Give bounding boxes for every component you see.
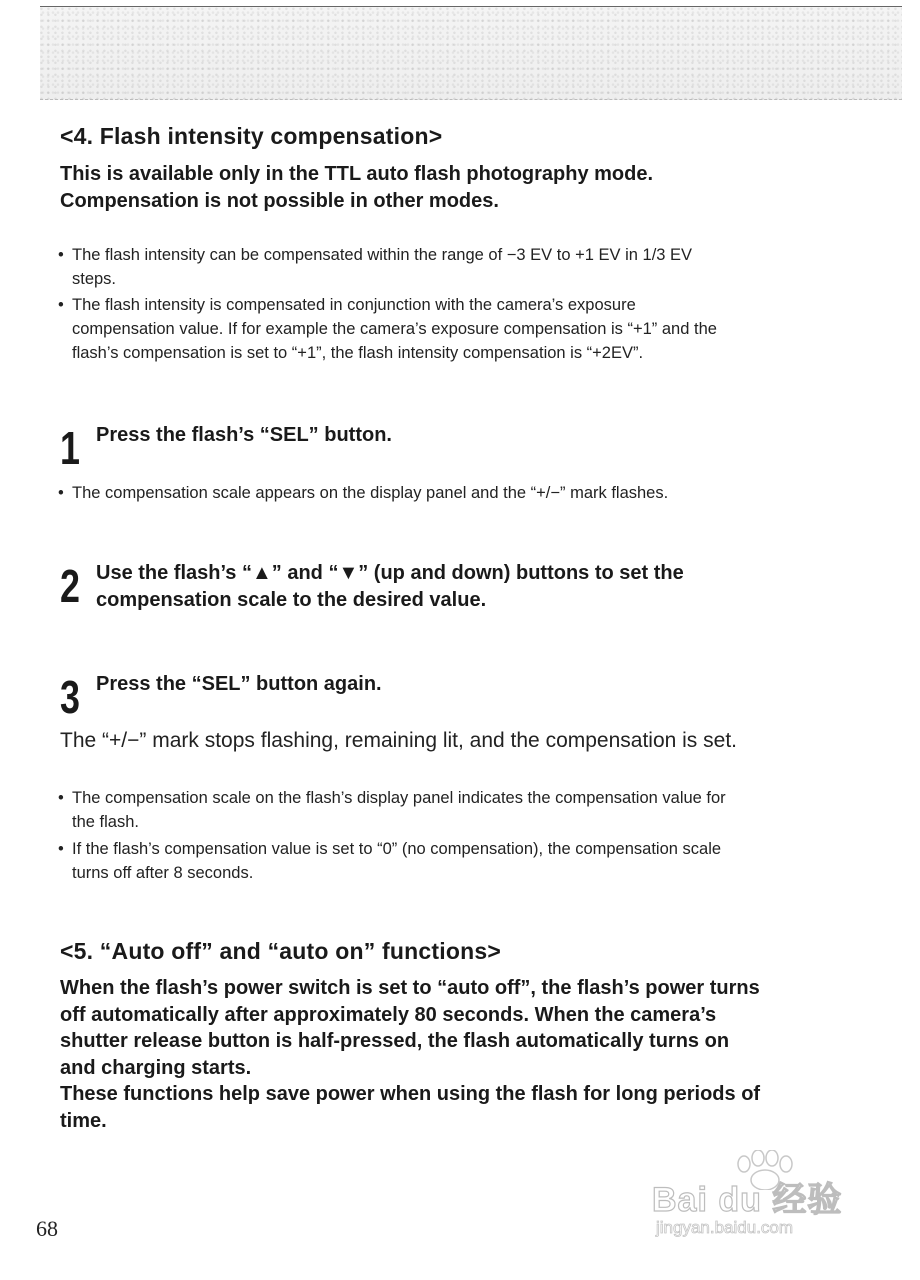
bullet-item — [58, 786, 726, 834]
step-2 — [60, 560, 684, 613]
section-4-intro — [60, 161, 653, 214]
step-instruction — [96, 422, 392, 449]
bullet-line: turns off after 8 seconds. — [72, 864, 254, 882]
step-line: compensation scale to the desired value. — [96, 588, 487, 611]
bullet-line: steps. — [72, 270, 117, 288]
paragraph-line: and charging starts. — [60, 1056, 252, 1079]
paragraph-line: time. — [60, 1109, 107, 1132]
intro-line: This is available only in the TTL auto flash photography mode. — [60, 163, 654, 185]
paragraph-line: off automatically after approximately 80 seconds. When the camera’s — [60, 1003, 717, 1026]
bullet-line: flash’s compensation is set to “+1”, the flash intensity compensation is “+2EV”. — [72, 344, 644, 362]
bullet-line: • The flash intensity is compensated in conjunction with the camera’s exposure — [72, 296, 636, 314]
paragraph — [60, 1081, 760, 1134]
step-number: 1 — [60, 422, 80, 474]
page-number: 68 — [36, 1216, 58, 1241]
paragraph-line: These functions help save power when using the flash for long periods of — [60, 1083, 761, 1105]
step-3 — [60, 671, 382, 723]
bullet-line: • The flash intensity can be compensated within the range of −3 EV to +1 EV in 1/3 EV — [72, 246, 693, 264]
bullet-item — [58, 243, 717, 291]
bullet-line: • The compensation scale on the flash’s display panel indicates the compensation value for — [72, 789, 726, 807]
section-5-title: <5. “Auto off” and “auto on” functions> — [60, 938, 501, 964]
step-instruction — [96, 671, 382, 698]
paragraph — [60, 975, 760, 1081]
step-line: Press the flash’s “SEL” button. — [96, 424, 392, 446]
bullet-line: compensation value. If for example the camera’s exposure compensation is “+1” and the — [72, 320, 717, 338]
step-line: Use the flash’s “▲” and “▼” (up and down) buttons to set the — [96, 562, 684, 584]
bullet-item — [58, 293, 717, 365]
intro-line: Compensation is not possible in other modes. — [60, 189, 499, 212]
step-number: 2 — [60, 560, 80, 612]
step-number: 3 — [60, 671, 80, 723]
step-3-bullets — [58, 786, 726, 885]
section-4-bullets — [58, 243, 717, 365]
bullet-item: • The compensation scale appears on the display panel and the “+/−” mark flashes. — [58, 481, 668, 505]
header-texture-band — [40, 6, 902, 100]
paragraph-line: shutter release button is half-pressed, the flash automatically turns on — [60, 1030, 730, 1052]
step-instruction — [96, 560, 684, 613]
paragraph-line: When the flash’s power switch is set to “auto off”, the flash’s power turns — [60, 977, 760, 999]
step-3-result: The “+/−” mark stops flashing, remaining lit, and the compensation is set. — [60, 729, 737, 752]
section-4-title: <4. Flash intensity compensation> — [60, 123, 443, 149]
watermark-brand: Bai du 经验 — [652, 1181, 843, 1219]
section-5-body — [60, 975, 760, 1134]
step-1 — [60, 422, 392, 474]
step-1-bullets — [58, 481, 668, 505]
bullet-item — [58, 837, 726, 885]
bullet-line: the flash. — [72, 813, 139, 831]
watermark-url: jingyan.baidu.com — [656, 1218, 794, 1237]
baidu-watermark — [652, 1150, 872, 1245]
bullet-line: • If the flash’s compensation value is set to “0” (no compensation), the compensation scale — [72, 840, 722, 858]
step-line: Press the “SEL” button again. — [96, 673, 382, 695]
